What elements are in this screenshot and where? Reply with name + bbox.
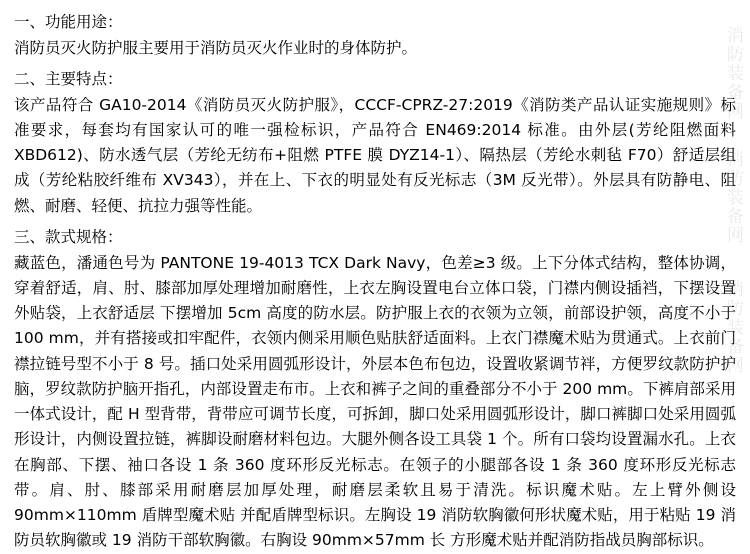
watermark-text: 消防装备网 bbox=[723, 280, 743, 375]
section-style-specs bbox=[14, 225, 736, 554]
watermark-text: 消防装备网 bbox=[723, 150, 743, 245]
section-body: 消防员灭火防护服主要用于消防员灭火作业时的身体防护。 bbox=[14, 39, 418, 58]
section-heading: 二、主要特点： bbox=[14, 70, 123, 89]
section-heading: 一、功能用途： bbox=[14, 13, 123, 31]
section-main-features bbox=[14, 67, 736, 219]
section-body: 该产品符合 GA10-2014《消防员灭火防护服》，CCCF-CPRZ-27:2019《消防类产品认证实施规则》标准要求，每套均有国家认可的唯一强检标识，产品符合 EN469:2014 标准。由外层(芳纶阻燃面料 XBD612)、防水透气层（芳纶无纺布+阻燃 PTFE 膜 DYZ14-1）、隔热层（芳纶水刺毡 F70）舒适层组成（芳纶粘胶纤维布 XV343），并在上、下衣的明显处有反光标志（3M 反光带）。外层具有防静电、阻燃、耐磨、轻便、抗拉力强等性能。 bbox=[14, 96, 736, 215]
section-body: 藏蓝色，潘通色号为 PANTONE 19-4013 TCX Dark Navy，色差≥3 级。上下分体式结构，整体协调，穿着舒适，肩、肘、膝部加厚处理增加耐磨性，上衣左胸设置电台立体口袋，门襟内侧设插裆，下摆设置外贴袋，上衣舒适层 下摆增加 5cm 高度的防水层。防护服上衣的衣领为立领，前部设护领，高度不小于 100 mm，并有搭接或扣牢配件，衣领内侧采用顺色贴肤舒适面料。上衣门襟魔术贴为贯通式。上衣前门襟拉链号型不小于 8 号。插口处采用圆弧形设计，外层本色布包边，设置收紧调节袢，方便罗纹款防护护脑，罗纹款防护脑开指孔，内部设置走布市。上衣和裤子之间的重叠部分不小于 200 mm。下裤肩部采用一体式设计，配 H 型背带，背带应可调节长度，可拆卸，脚口处采用圆弧形设计，脚口裤脚口处采用圆弧形设计，内侧设置拉链，裤脚设耐磨材料包边。大腿外侧各设工具袋 1 个。所有口袋均设置漏水孔。上衣在胸部、下摆、袖口各设 1 条 360 度环形反光标志。在领子的小腿部各设 1 条 360 度环形反光标志带。肩、肘、膝部采用耐磨层加厚处理，耐磨层柔软且易于清洗。标识魔术贴。左上臂外侧设90mm×110mm 盾牌型魔术贴 并配盾牌型标识。左胸设 19 消防软胸徽何形状魔术贴，用于粘贴 19 消防员软胸徽或 19 消防干部软胸徽。右胸设 90mm×57mm 长 方形魔术贴并配消防指战员胸部标识。 bbox=[14, 253, 736, 550]
watermark-text: 消防装备网 bbox=[723, 26, 743, 121]
section-heading: 三、款式规格： bbox=[14, 227, 123, 246]
section-function-use bbox=[14, 10, 736, 61]
